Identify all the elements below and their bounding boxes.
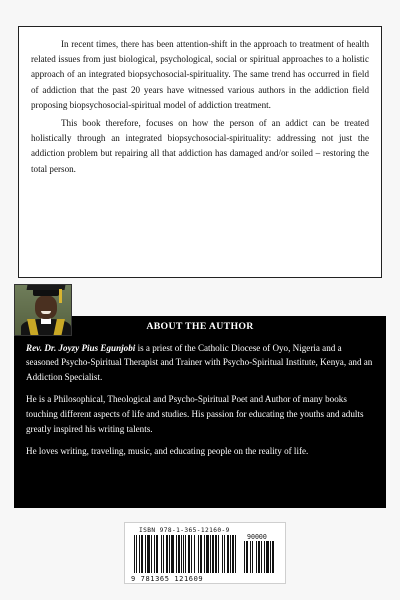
ean-digits: 9 781365 121609 — [131, 575, 204, 583]
photo-face — [35, 295, 57, 319]
about-author-box — [14, 316, 386, 508]
about-author-heading: ABOUT THE AUTHOR — [146, 321, 254, 332]
isbn-text: ISBN 978-1-365-12160-9 — [139, 527, 230, 534]
author-bio-1-text: is a priest of the Catholic Diocese of Oyo, Nigeria and a seasoned Psycho-Spiritual Therapist and Trainer with Psycho-Spiritual Institute, Kenya, and an Addiction Specialist. — [26, 342, 373, 382]
author-bio-paragraph-2: He is a Philosophical, Theological and Psycho-Spiritual Poet and Author of many books touching different aspects of life and studies. His passion for educating the youths and adults greatly inspired his writing talents. — [26, 394, 364, 434]
author-name: Rev. Dr. Joyzy Pius Egunjobi — [26, 342, 136, 353]
barcode-panel — [124, 522, 286, 584]
author-bio-paragraph-1 — [26, 341, 374, 385]
photo-smile — [41, 311, 51, 314]
price-barcode-icon — [243, 541, 279, 575]
blurb-paragraph-2: This book therefore, focuses on how the person of an addict can be treated holistically through an integrated biopsychosocial-spirituality: addressing not just the addiction problem but repairing all that addiction has damaged and/or soiled – restoring the total person. — [31, 118, 369, 174]
author-bio-paragraph-3: He loves writing, traveling, music, and educating people on the reality of life. — [26, 446, 309, 457]
blurb-box — [18, 26, 382, 278]
blurb-paragraph-1: In recent times, there has been attention-shift in the approach to treatment of health related issues from just biological, psychological, social or spiritual approaches to a holistic approach of an integrated biopsychosocial-spirituality. The same trend has occurred in field of addiction that the past 20 years have witnessed various authors in the addiction field proposing biopsychosocial-spiritual model of addiction treatment. — [31, 39, 369, 110]
author-photo — [14, 284, 72, 336]
barcode-icon — [133, 535, 239, 575]
photo-tassel — [59, 289, 62, 303]
price-code: 90000 — [247, 533, 267, 541]
